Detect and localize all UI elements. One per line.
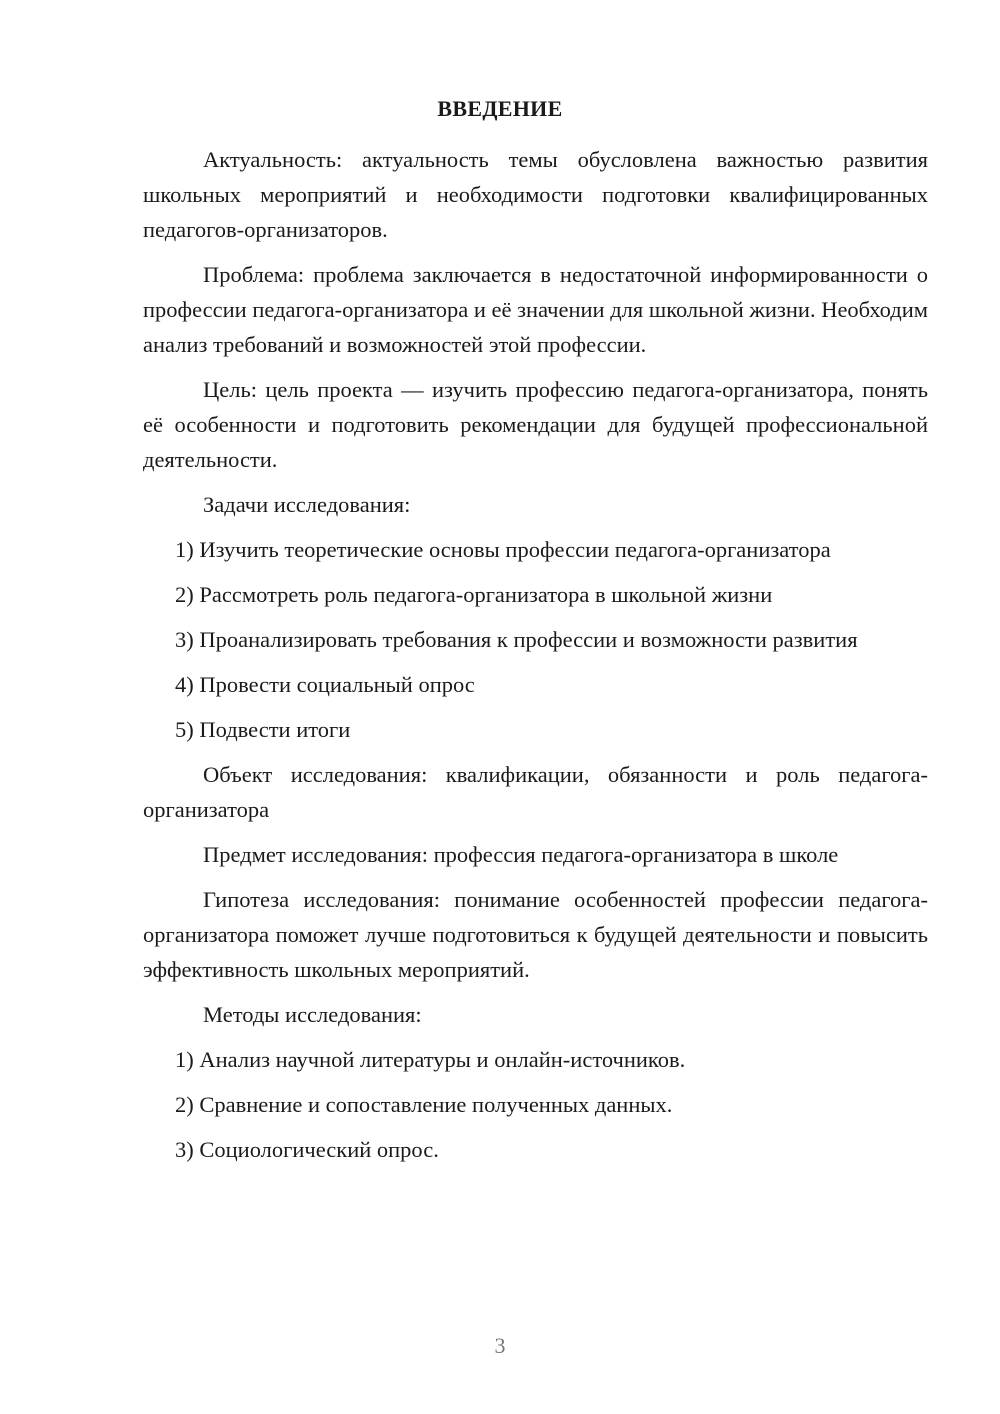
- method-item: 2) Сравнение и сопоставление полученных данных.: [175, 1092, 673, 1117]
- task-item: 5) Подвести итоги: [175, 717, 351, 742]
- goal-paragraph: Цель: цель проекта — изучить профессию педагога-организатора, понять её особенности и подготовить рекомендации для будущей профессиональной деятельности.: [143, 377, 928, 472]
- methods-heading: Методы исследования:: [203, 1002, 422, 1027]
- task-item: 2) Рассмотреть роль педагога-организатора в школьной жизни: [175, 582, 773, 607]
- tasks-heading: Задачи исследования:: [203, 492, 411, 517]
- problem-paragraph: Проблема: проблема заключается в недостаточной информированности о профессии педагога-организатора и её значении для школьной жизни. Необходим анализ требований и возможностей этой профессии.: [143, 262, 928, 357]
- page-title: ВВЕДЕНИЕ: [437, 96, 563, 121]
- task-item: 1) Изучить теоретические основы профессии педагога-организатора: [175, 537, 831, 562]
- method-item: 3) Социологический опрос.: [175, 1137, 439, 1162]
- subject-paragraph: Предмет исследования: профессия педагога-организатора в школе: [203, 842, 839, 867]
- task-item: 3) Проанализировать требования к профессии и возможности развития: [175, 627, 858, 652]
- methods-list: [143, 1042, 928, 1167]
- hypothesis-paragraph: Гипотеза исследования: понимание особенностей профессии педагога-организатора поможет лучше подготовиться к будущей деятельности и повысить эффективность школьных мероприятий.: [143, 887, 928, 982]
- object-paragraph: Объект исследования: квалификации, обязанности и роль педагога-организатора: [143, 762, 928, 822]
- method-item: 1) Анализ научной литературы и онлайн-источников.: [175, 1047, 686, 1072]
- relevance-paragraph: Актуальность: актуальность темы обусловлена важностью развития школьных мероприятий и необходимости подготовки квалифицированных педагогов-организаторов.: [143, 147, 928, 242]
- tasks-list: [143, 532, 928, 747]
- document-body: [143, 142, 928, 1177]
- page-number: 3: [494, 1333, 506, 1358]
- task-item: 4) Провести социальный опрос: [175, 672, 475, 697]
